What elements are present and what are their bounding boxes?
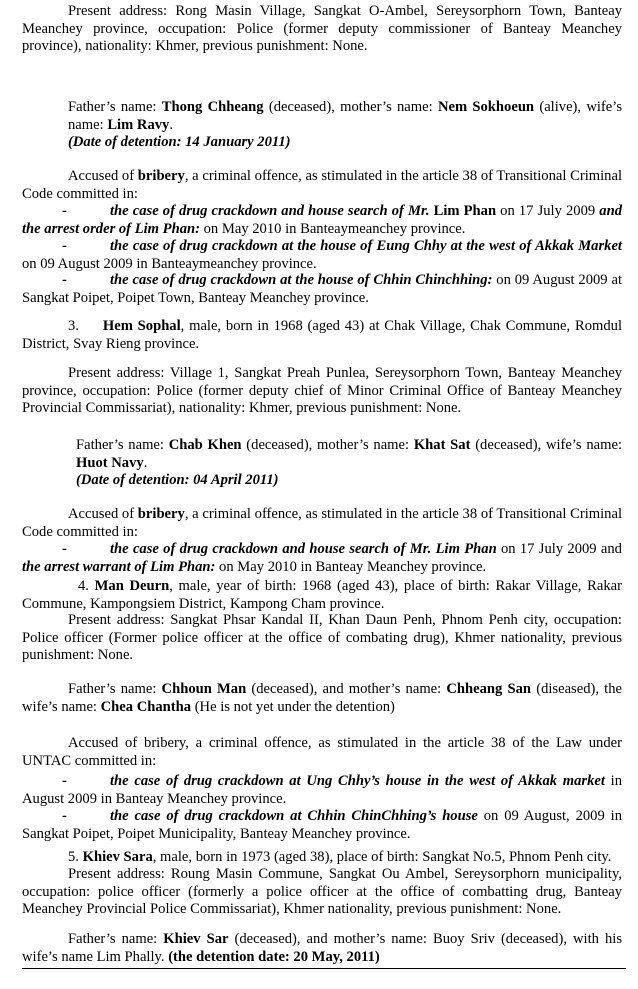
list-item-case-5: - the case of drug crackdown at Ung Chhy’s house in the west of Akkak market in August 2009 in Banteay Meanchey province. [22, 773, 622, 807]
paragraph-family-1: Father’s name: Thong Chheang (deceased), mother’s name: Nem Sokhoeun (alive), wife’s name: Lim Ravy. (Date of detention: 14 January 2011) [68, 99, 622, 150]
list-item-case-4: - the case of drug crackdown and house search of Mr. Lim Phan on 17 July 2009 and the arrest warrant of Lim Phan: on May 2010 in Banteay Meanchey province. [22, 541, 622, 575]
paragraph-present-address-1: Present address: Rong Masin Village, Sangkat O-Ambel, Sereysorphorn Town, Banteay Meanchey province, occupation: Police (former deputy commissioner of Banteay Meanchey province), nationality: Khmer, previous punishment: None. [22, 3, 622, 54]
paragraph-accused-3: Accused of bribery, a criminal offence, as stimulated in the article 38 of Transitional Criminal Code committed in: [22, 506, 622, 540]
paragraph-present-address-5: Present address: Roung Masin Commune, Sangkat Ou Ambel, Sereysorphorn municipality, occupation: police officer (formerly a police officer at the office of combatting drug, Banteay Meanchey Provincial Police Commissariat), Khmer nationality, previous punishment: None. [22, 866, 622, 917]
footer-divider [22, 968, 626, 969]
paragraph-family-4: Father’s name: Chhoun Man (deceased), and mother’s name: Chheang San (diseased), the wife’s name: Chea Chantha (He is not yet under the detention) [22, 681, 623, 715]
paragraph-person-5: 5. Khiev Sara, male, born in 1973 (aged 38), place of birth: Sangkat No.5, Phnom Penh city. [68, 849, 612, 865]
paragraph-person-3: 3. Hem Sophal, male, born in 1968 (aged 43) at Chak Village, Chak Commune, Romdul District, Svay Rieng province. [22, 318, 622, 352]
list-item-case-1: - the case of drug crackdown and house search of Mr. Lim Phan on 17 July 2009 and the arrest order of Lim Phan: on May 2010 in Banteaymeanchey province. [22, 203, 622, 237]
list-item-case-6: - the case of drug crackdown at Chhin ChinChhing’s house on 09 August, 2009 in Sangkat Poipet, Poipet Municipality, Banteay Meanchey province. [22, 808, 622, 842]
paragraph-present-address-3: Present address: Village 1, Sangkat Preah Punlea, Sereysorphorn Town, Banteay Meanchey province, occupation: Police (former deputy chief of Minor Criminal Office of Banteay Meanchey Provincial Commissariat), nationality: Khmer, previous punishment: None. [22, 365, 622, 416]
paragraph-person-4: 4. Man Deurn, male, year of birth: 1968 (aged 43), place of birth: Rakar Village, Rakar Commune, Kampongsiem District, Kampong Cham province. [22, 578, 622, 612]
paragraph-accused-4: Accused of bribery, a criminal offence, as stimulated in the article 38 of the Law under UNTAC committed in: [22, 735, 622, 769]
list-item-case-2: - the case of drug crackdown at the house of Eung Chhy at the west of Akkak Market on 09 August 2009 in Banteaymeanchey province. [22, 238, 622, 272]
detention-date: (Date of detention: 14 January 2011) [68, 134, 291, 150]
detention-date: (Date of detention: 04 April 2011) [76, 472, 279, 488]
list-item-case-3: - the case of drug crackdown at the house of Chhin Chinchhing: on 09 August 2009 at Sangkat Poipet, Poipet Town, Banteay Meanchey province. [22, 272, 622, 306]
paragraph-accused-1: Accused of bribery, a criminal offence, as stimulated in the article 38 of Transitional Criminal Code committed in: [22, 168, 622, 202]
paragraph-family-3: Father’s name: Chab Khen (deceased), mother’s name: Khat Sat (deceased), wife’s name: Huot Navy. (Date of detention: 04 April 2011) [76, 437, 623, 488]
paragraph-present-address-4: Present address: Sangkat Phsar Kandal II, Khan Daun Penh, Phnom Penh city, occupation: Police officer (Former police officer at the office of combating drug), Khmer nationality, previous punishment: None. [22, 612, 622, 663]
paragraph-family-5: Father’s name: Khiev Sar (deceased), and mother’s name: Buoy Sriv (deceased), with his wife’s name Lim Phally. (the detention date: 20 May, 2011) [22, 931, 622, 965]
